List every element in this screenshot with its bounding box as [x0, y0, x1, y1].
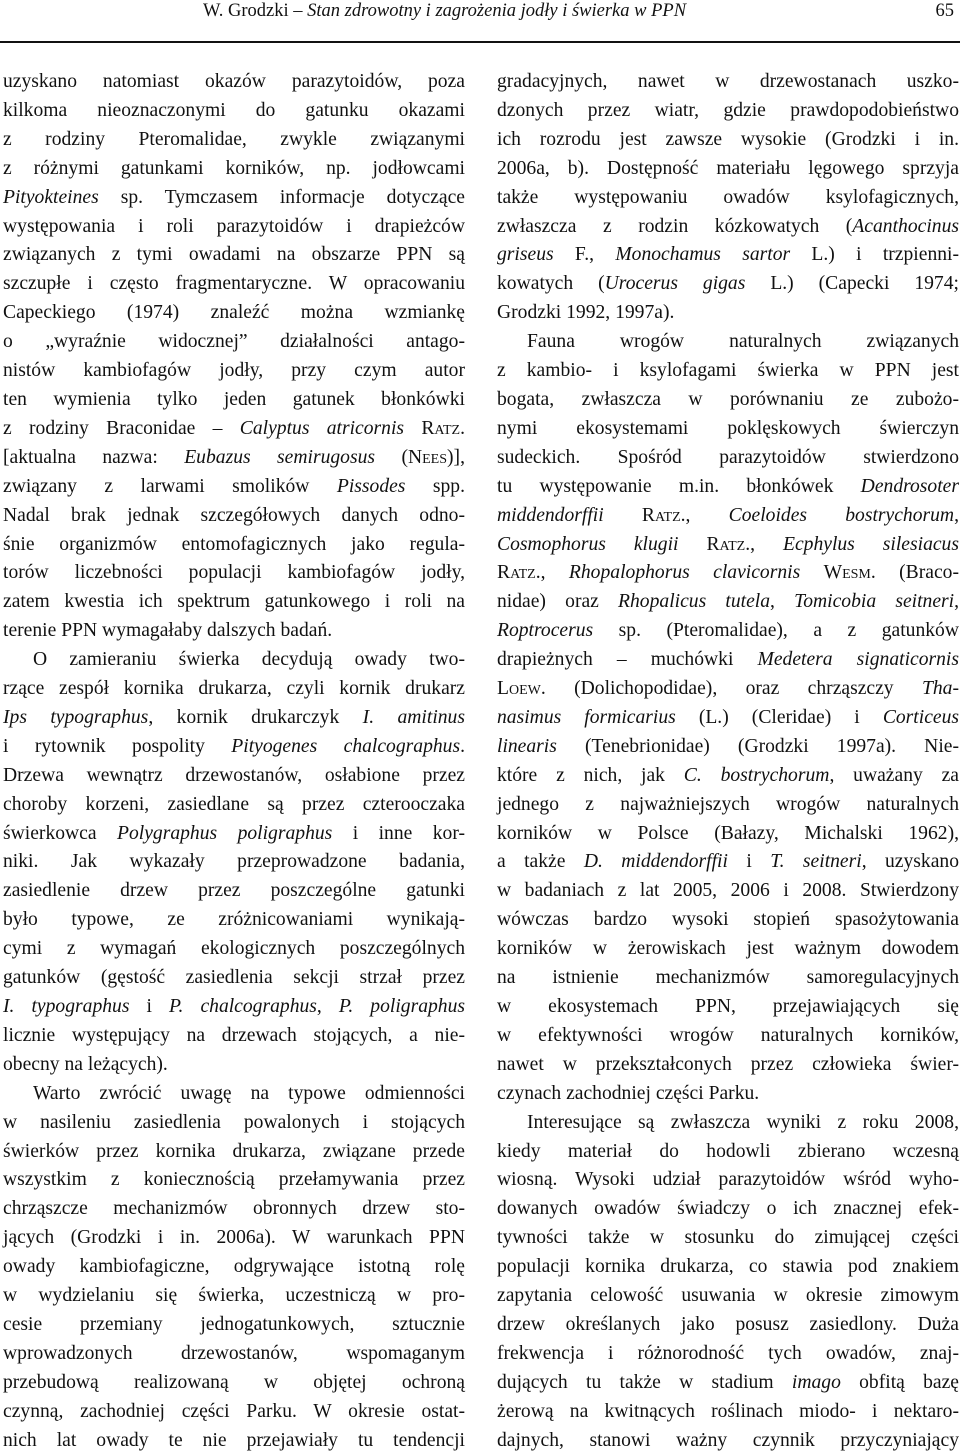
text-run: dowanych owadów świadczy o ich znacznej efek- — [497, 1198, 959, 1220]
text-run: Nadal brak jednak szczegółowych danych odno- — [3, 504, 465, 526]
text-run: nidae) oraz — [497, 591, 619, 613]
text-line — [497, 559, 959, 588]
text-run: z rodziny Pteromalidae, zwykle związanymi — [3, 128, 465, 150]
text-line — [3, 935, 465, 964]
text-run: Medetera signaticornis — [757, 649, 960, 671]
text-run: Ratz — [497, 562, 536, 584]
text-run: wiosną. Wysoki udział parazytoidów wśród wyho- — [497, 1169, 959, 1191]
text-run: owady kambiofagiczne, odgrywające istotną rolę — [3, 1256, 465, 1278]
text-run: obfitą bazę — [840, 1371, 960, 1393]
text-run: populacji kornika drukarza, co stawia pod znakiem — [497, 1256, 959, 1278]
text-run: , — [954, 591, 960, 613]
text-run: , — [316, 996, 339, 1017]
text-line — [497, 1398, 959, 1427]
text-run — [404, 418, 421, 439]
text-run: torów liczebności populacji kambiofagów jodły, — [3, 562, 465, 584]
running-title-authors: W. Grodzki — [203, 1, 289, 21]
text-run: Wesm — [823, 562, 871, 584]
text-run: frekwencja i różnorodność tych owadów, znaj- — [497, 1342, 959, 1364]
text-run: Pityogenes chalcographus — [231, 735, 461, 757]
text-run: Pissodes — [336, 475, 406, 497]
text-line — [497, 848, 959, 877]
text-line — [497, 155, 959, 184]
text-line — [497, 704, 959, 733]
text-run: obecny na leżących). — [3, 1053, 168, 1075]
text-line — [497, 1224, 959, 1253]
text-line — [3, 328, 465, 357]
text-line — [497, 241, 959, 270]
text-line — [497, 531, 959, 560]
text-run: gatunków (gęstość zasiedlenia sekcji strzał przez — [3, 967, 465, 989]
text-line — [497, 993, 959, 1022]
text-run: Rhopalophorus clavicornis — [568, 562, 801, 584]
text-run: Ecphylus silesiacus — [782, 533, 959, 555]
text-run: ., — [535, 562, 569, 584]
text-run: F., — [553, 244, 616, 266]
text-line — [3, 964, 465, 993]
text-run: , — [954, 504, 959, 526]
text-line — [3, 1195, 465, 1224]
text-line — [497, 1080, 959, 1109]
text-run: L.) (Capecki 1974; — [745, 273, 959, 295]
text-line — [3, 1253, 465, 1282]
text-run: Polygraphus poligraphus — [117, 822, 333, 844]
text-line — [3, 68, 465, 97]
text-run: Cosmophorus klugii — [497, 533, 679, 555]
text-run: I. typographus — [3, 996, 130, 1017]
text-run: w ekosystemach PPN, przejawiających się — [497, 996, 959, 1017]
text-run: , uważany za — [829, 764, 959, 786]
text-line — [497, 1138, 959, 1167]
text-run: O zamieraniu świerka decydują owady two- — [33, 649, 465, 671]
text-run: P. poligraphus — [338, 996, 466, 1017]
text-run: cymi z wymagań ekologicznych poszczególnych — [3, 938, 465, 960]
text-run: sudeckich. Spośród parazytoidów stwierdzono — [497, 446, 959, 468]
text-line — [497, 646, 959, 675]
text-run: ., — [680, 504, 729, 526]
text-run: griseus — [497, 244, 554, 266]
text-run: kiedy materiał do hodowli zbierano wczesną — [497, 1140, 959, 1162]
text-run: Monochamus sartor — [615, 244, 791, 266]
text-run: w badaniach z lat 2005, 2006 i 2008. Stwierdzony — [497, 880, 959, 902]
text-line — [3, 1051, 465, 1080]
text-line — [497, 213, 959, 242]
text-run: a także — [497, 851, 584, 873]
running-title-separator: – — [288, 1, 308, 21]
text-run: Ratz — [421, 417, 461, 439]
text-run: było typowe, ze zróżnicowaniami wynikają- — [3, 909, 465, 931]
text-line — [497, 270, 959, 299]
text-run: L.) i trzpienni- — [790, 244, 960, 266]
text-run: . — [460, 735, 465, 757]
text-run: związanych z tymi owadami na obszarze PPN są — [3, 244, 465, 266]
text-line — [3, 270, 465, 299]
text-run: I. amitinus — [362, 706, 465, 728]
text-line — [497, 1051, 959, 1080]
text-run: uzyskano natomiast okazów parazytoidów, poza — [3, 71, 465, 92]
text-run: świerkowca — [3, 822, 118, 844]
text-run: z rodziny Braconidae – — [3, 417, 240, 439]
text-line — [3, 762, 465, 791]
text-run: gradacyjnych, nawet w drzewostanach uszko- — [497, 71, 959, 92]
text-run: Tha- — [921, 678, 959, 700]
text-line — [497, 935, 959, 964]
text-run: także występowaniu owadów ksylofagicznych, — [497, 186, 959, 208]
text-run: (Tenebrionidae) (Grodzki 1997a). Nie- — [556, 735, 959, 757]
text-run: korników w Polsce (Bałazy, Michalski 1962), — [497, 822, 959, 844]
text-run: zapytania celowość usuwania w okresie zimowym — [497, 1285, 959, 1307]
text-line — [497, 299, 959, 328]
text-run: z różnymi gatunkami korników, np. jodłowcami — [3, 157, 465, 179]
text-run: Grodzki 1992, 1997a). — [497, 302, 675, 324]
right-column — [497, 68, 959, 1456]
text-run: w nasileniu zasiedlenia powalonych i stojących — [3, 1111, 465, 1133]
text-run: wówczas bardzo wysoki stopień spasożytowania — [497, 909, 959, 931]
text-run: Tomicobia seitneri — [794, 591, 955, 613]
text-run: )], — [447, 446, 465, 468]
text-run: . (Dolichopodidae), oraz chrząszczy — [540, 678, 922, 700]
header-rule — [0, 41, 960, 43]
text-line — [3, 1340, 465, 1369]
text-line — [497, 820, 959, 849]
text-run: dajnych, stanowi ważny czynnik przyczyniający — [497, 1429, 959, 1451]
text-run: spp. — [405, 475, 465, 497]
text-run: Dendrosoter — [860, 475, 959, 497]
text-line — [497, 68, 959, 97]
text-run: terenie PPN wymagałaby dalszych badań. — [3, 620, 333, 642]
text-run: Roptrocerus — [497, 620, 594, 642]
text-run: Fauna wrogów naturalnych związanych — [527, 331, 959, 353]
text-line — [497, 588, 959, 617]
text-line — [497, 1311, 959, 1340]
text-run: Eubazus semirugosus — [184, 446, 376, 468]
text-run: czynną, zachodniej części Parku. W okresie ostat- — [3, 1400, 465, 1422]
text-line — [3, 241, 465, 270]
text-line — [3, 704, 465, 733]
text-run: cesie przemiany jednogatunkowych, sztucznie — [3, 1313, 465, 1335]
text-line — [497, 1282, 959, 1311]
text-line — [497, 906, 959, 935]
text-run: . — [460, 417, 465, 439]
text-run: T. seitneri — [770, 851, 862, 873]
text-run: Loew — [497, 678, 541, 700]
text-run: Warto zwrócić uwagę na typowe odmienności — [33, 1082, 465, 1104]
text-line — [3, 357, 465, 386]
text-run: Ratz — [641, 504, 681, 526]
text-run: sp. Tymczasem informacje dotyczące — [98, 186, 465, 208]
text-line — [3, 848, 465, 877]
text-line — [3, 820, 465, 849]
text-run: zatem kwestia ich spektrum gatunkowego i roli na — [3, 591, 465, 613]
running-title — [203, 0, 686, 22]
text-line — [3, 559, 465, 588]
text-line — [497, 97, 959, 126]
text-run: [aktualna nazwa: — [3, 446, 185, 468]
text-line — [3, 502, 465, 531]
text-run: Pityokteines — [3, 186, 99, 208]
text-run: 2006a, b). Dostępność materiału lęgowego sprzyja — [497, 157, 959, 179]
text-run: na istnienie mechanizmów samoregulacyjnych — [497, 967, 959, 989]
text-run: middendorffii — [497, 504, 604, 526]
text-line — [497, 733, 959, 762]
text-run: ich rozrodu jest zawsze wysokie (Grodzki i in. — [497, 128, 959, 150]
text-run: Nees — [407, 446, 448, 468]
text-line — [3, 184, 465, 213]
text-run: ( — [375, 446, 408, 468]
text-run: bogata, zwłaszcza w porównaniu ze zubożo- — [497, 388, 959, 410]
text-line — [3, 1080, 465, 1109]
text-line — [3, 386, 465, 415]
text-run: . (Braco- — [870, 562, 959, 584]
text-run: Coeloides bostrychorum — [728, 504, 955, 526]
text-run: Ratz — [706, 533, 746, 555]
text-run: z kambio- i ksylofagami świerka w PPN jest — [497, 360, 959, 382]
text-line — [3, 906, 465, 935]
text-run: świerków przez kornika drukarza, związane przede — [3, 1140, 465, 1162]
text-line — [3, 1109, 465, 1138]
text-line — [497, 1340, 959, 1369]
text-line — [497, 877, 959, 906]
text-run: nawet w przekształconych przez człowieka świer- — [497, 1053, 959, 1075]
text-line — [3, 791, 465, 820]
text-line — [497, 415, 959, 444]
text-run: tu występowanie m.in. błonkówek — [497, 475, 861, 497]
text-line — [3, 299, 465, 328]
text-run: C. bostrychorum — [683, 764, 830, 786]
running-title-subject: Stan zdrowotny i zagrożenia jodły i świerka w PPN — [307, 1, 687, 21]
text-line — [497, 502, 959, 531]
page-number: 65 — [935, 1, 954, 21]
text-line — [497, 444, 959, 473]
text-line — [497, 357, 959, 386]
text-line — [497, 1427, 959, 1456]
text-line — [3, 617, 465, 646]
text-run: kowatych ( — [497, 273, 605, 295]
text-run: Calyptus atricornis — [239, 417, 405, 439]
text-run: D. middendorffii — [583, 851, 728, 873]
text-run: rzące zespół kornika drukarza, czyli kornik drukarz — [3, 678, 465, 700]
text-run: drapieżnych – muchówki — [497, 649, 758, 671]
text-run: licznie występujący na drzewach stojących, a nie- — [3, 1024, 465, 1046]
text-line — [3, 1427, 465, 1456]
text-run: i inne kor- — [332, 822, 465, 844]
text-run: i rytownik pospolity — [3, 735, 232, 757]
text-run: występowania i roli parazytoidów i drapieżców — [3, 215, 465, 237]
text-line — [497, 1022, 959, 1051]
text-run: Drzewa wewnątrz drzewostanów, osłabione przez — [3, 764, 465, 786]
text-run: jednego z najważniejszych wrogów naturalnych — [497, 793, 959, 815]
text-line — [3, 97, 465, 126]
text-run: linearis — [497, 735, 557, 757]
text-line — [3, 733, 465, 762]
text-line — [3, 213, 465, 242]
text-line — [3, 1311, 465, 1340]
text-line — [497, 126, 959, 155]
text-run: kilkoma nieoznaczonymi do gatunku okazami — [3, 99, 465, 121]
text-line — [3, 444, 465, 473]
text-run: , uzyskano — [861, 851, 959, 873]
text-run: Rhopalicus tutela — [618, 591, 771, 613]
text-line — [497, 386, 959, 415]
text-run: i — [727, 851, 771, 873]
text-line — [3, 1022, 465, 1051]
text-line — [3, 1398, 465, 1427]
text-run — [800, 562, 823, 583]
text-run: Ips typographus — [3, 706, 149, 728]
text-line — [3, 531, 465, 560]
text-run: w wydzielaniu się świerka, uczestniczą w pro- — [3, 1285, 465, 1307]
text-run: , — [770, 591, 795, 613]
text-run: nistów kambiofagów jodły, przy czym autor — [3, 360, 465, 382]
text-line — [497, 184, 959, 213]
text-line — [497, 675, 959, 704]
text-line — [3, 1166, 465, 1195]
text-run: nich lat owady te nie przejawiały tu tendencji — [3, 1429, 465, 1451]
text-line — [497, 1369, 959, 1398]
text-run: jących (Grodzki i in. 2006a). W warunkach PPN — [3, 1227, 465, 1249]
text-run: w efektywności wrogów naturalnych korników, — [497, 1024, 959, 1046]
text-line — [3, 155, 465, 184]
text-run: (L.) (Cleridae) i — [675, 706, 883, 728]
text-run: choroby korzeni, zasiedlane są przez czterooczaka — [3, 793, 465, 815]
text-line — [497, 1253, 959, 1282]
text-run: związany z larwami smolików — [3, 475, 337, 497]
text-run: wprowadzonych drzewostanów, wspomaganym — [3, 1342, 465, 1364]
text-run: tywności także w stosunku do zimującej części — [497, 1227, 959, 1249]
text-line — [497, 1195, 959, 1224]
text-line — [3, 877, 465, 906]
text-run: P. chalcographus — [169, 996, 317, 1017]
text-run: które z nich, jak — [497, 764, 684, 786]
text-run: dzonych przez wiatr, gdzie prawdopodobieństwo — [497, 99, 959, 121]
text-run: nymi ekosystemami poklęskowych świerczyn — [497, 417, 959, 439]
text-run: wszystkim z koniecznością przełamywania przez — [3, 1169, 465, 1191]
text-line — [497, 791, 959, 820]
text-line — [3, 1138, 465, 1167]
text-line — [3, 675, 465, 704]
text-line — [3, 588, 465, 617]
text-run: drzew określanych jako posusz zasiedlony. Duża — [497, 1313, 959, 1335]
text-line — [3, 415, 465, 444]
text-run: sp. (Pteromalidae), a z gatunków — [593, 620, 959, 642]
text-run: przebudową realizowaną w objętej ochroną — [3, 1371, 465, 1393]
text-run: o „wyraźnie widocznej” działalności antago- — [3, 331, 465, 353]
text-run: ten wymienia tylko jeden gatunek błonkówki — [3, 388, 465, 410]
text-line — [497, 473, 959, 502]
left-column — [3, 68, 465, 1456]
text-line — [3, 993, 465, 1022]
text-run: chrząszcze mechanizmów obronnych drzew sto- — [3, 1198, 465, 1220]
text-line — [497, 1166, 959, 1195]
text-line — [497, 328, 959, 357]
text-run: , kornik drukarczyk — [148, 706, 363, 728]
text-line — [497, 964, 959, 993]
text-line — [3, 126, 465, 155]
text-line — [3, 1224, 465, 1253]
text-run: nasimus formicarius — [497, 706, 676, 728]
text-run: niki. Jak wykazały przeprowadzone badania, — [3, 851, 465, 873]
text-line — [3, 1282, 465, 1311]
text-line — [3, 646, 465, 675]
text-run: zasiedlenie drzew przez poszczególne gatunki — [3, 880, 465, 902]
text-run: śnie organizmów entomofagicznych jako regula- — [3, 533, 465, 555]
text-run: szczupłe i często fragmentaryczne. W opracowaniu — [3, 273, 465, 295]
text-line — [497, 617, 959, 646]
text-run: korników w żerowiskach jest ważnym dowodem — [497, 938, 959, 960]
text-run: dujących tu także w stadium — [497, 1371, 792, 1393]
text-run: żerową na kwitnących roślinach miodo- i nektaro- — [497, 1400, 959, 1422]
text-run: ., — [745, 533, 783, 555]
text-run: Interesujące są zwłaszcza wyniki z roku 2008, — [527, 1111, 959, 1133]
text-run: i — [129, 996, 170, 1017]
text-run: Corticeus — [882, 706, 960, 728]
text-run: Urocerus gigas — [604, 273, 746, 295]
text-run: Capeckiego (1974) znaleźć można wzmiankę — [3, 302, 465, 324]
text-line — [497, 1109, 959, 1138]
running-head — [0, 0, 960, 24]
text-run — [604, 505, 642, 526]
text-run — [678, 534, 706, 555]
text-line — [3, 473, 465, 502]
text-run: zwłaszcza z rodzin kózkowatych ( — [497, 215, 853, 237]
text-line — [497, 762, 959, 791]
text-run: Acanthocinus — [852, 215, 959, 237]
text-line — [3, 1369, 465, 1398]
text-run: czynach zachodniej części Parku. — [497, 1082, 760, 1104]
text-run: imago — [791, 1371, 841, 1393]
